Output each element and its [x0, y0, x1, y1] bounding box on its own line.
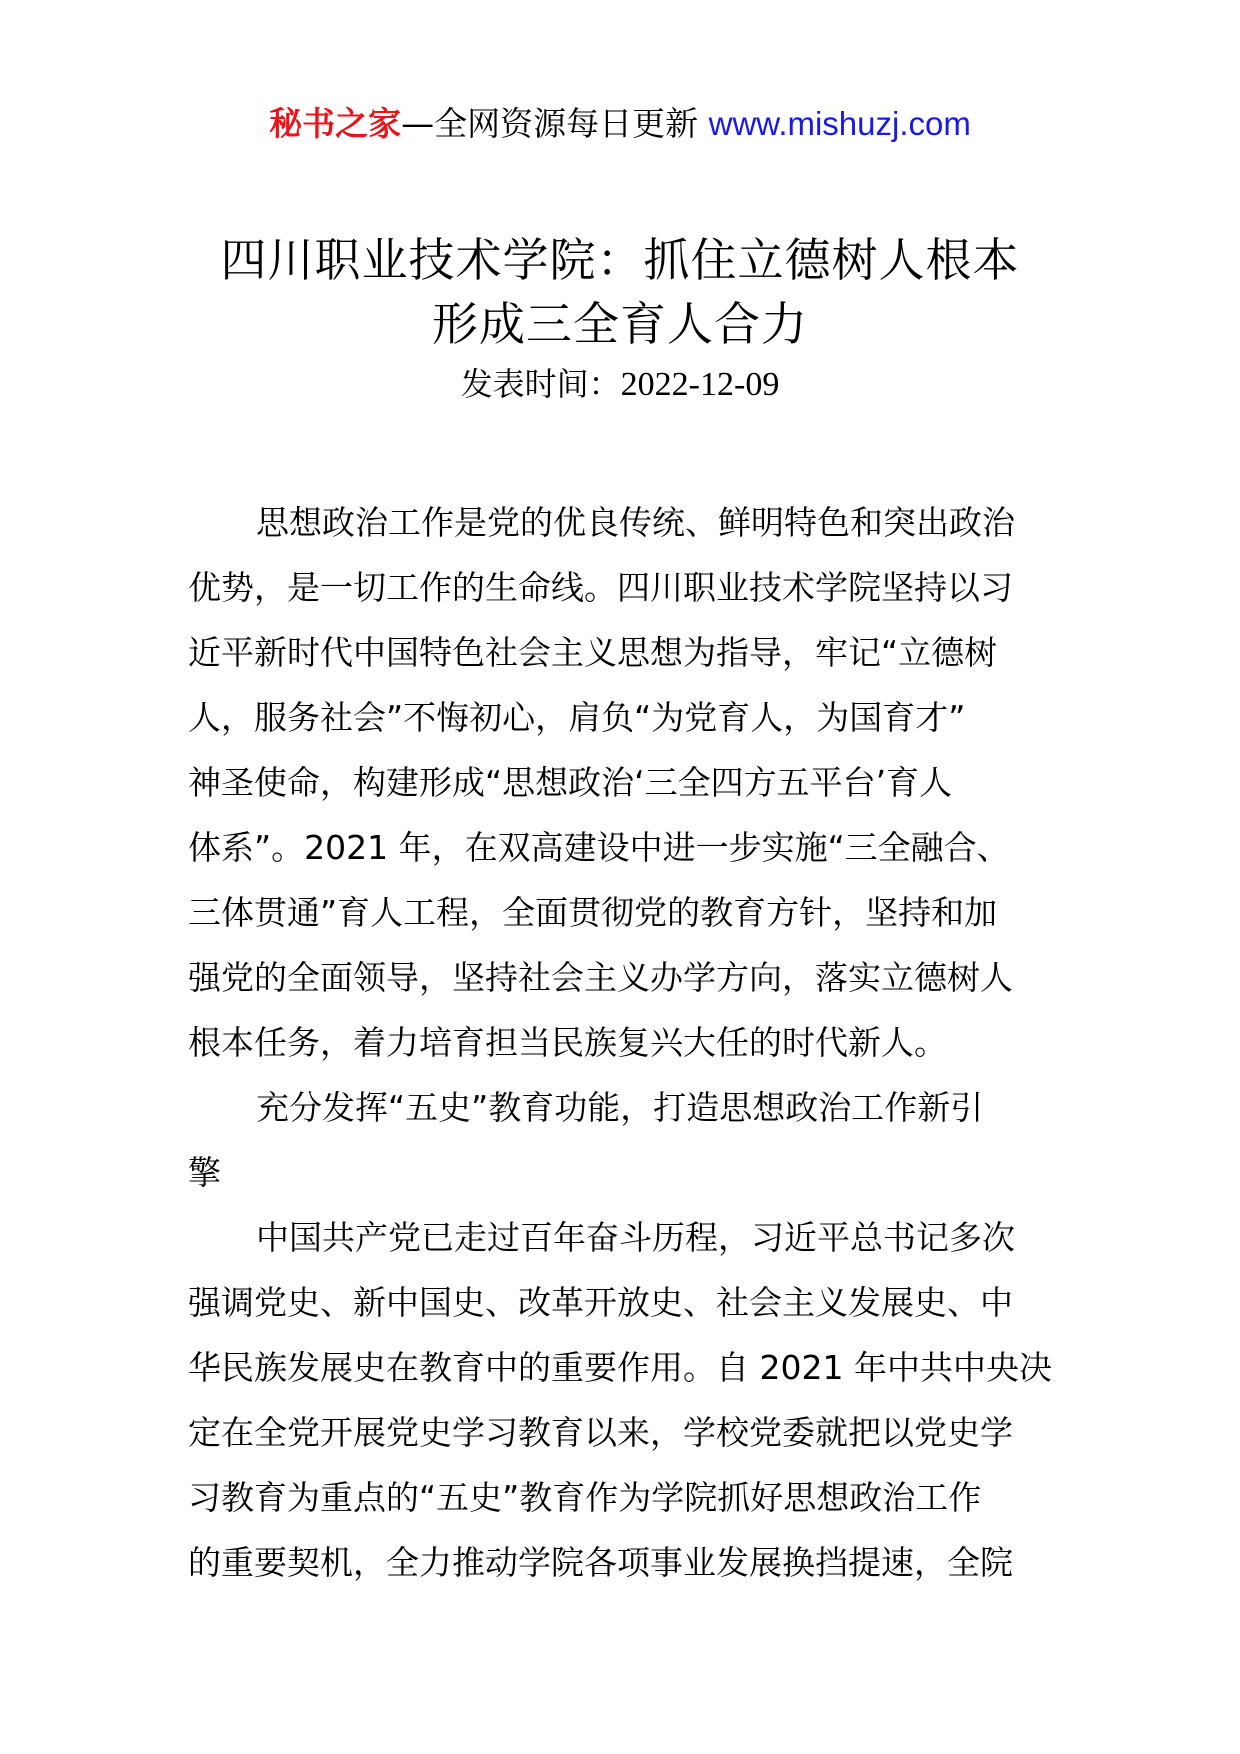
site-url-link[interactable]: www.mishuzj.com	[708, 105, 971, 142]
article-title-line-1: 四川职业技术学院：抓住立德树人根本	[220, 233, 1020, 287]
section-heading-line: 擎	[188, 1153, 221, 1192]
article-title	[0, 228, 1240, 356]
body-line: 神圣使命，构建形成“思想政治‘三全四方五平台’育人	[188, 763, 953, 802]
body-line: 根本任务，着力培育担当民族复兴大任的时代新人。	[188, 1023, 947, 1062]
body-line: 优势，是一切工作的生命线。四川职业技术学院坚持以习	[188, 568, 1013, 607]
body-line: 三体贯通”育人工程，全面贯彻党的教育方针，坚持和加	[188, 893, 998, 932]
body-line: 华民族发展史在教育中的重要作用。自 2021 年中共中央决	[188, 1348, 1052, 1387]
publish-date-label: 发表时间：	[460, 365, 621, 403]
body-line: 强调党史、新中国史、改革开放史、社会主义发展史、中	[188, 1283, 1013, 1322]
body-line: 近平新时代中国特色社会主义思想为指导，牢记“立德树	[188, 633, 998, 672]
banner-tagline: —全网资源每日更新	[401, 104, 709, 143]
body-line: 习教育为重点的“五史”教育作为学院抓好思想政治工作	[188, 1478, 982, 1517]
site-banner	[0, 100, 1240, 148]
publish-date	[0, 362, 1240, 407]
body-line: 定在全党开展党史学习教育以来，学校党委就把以党史学	[188, 1413, 1013, 1452]
body-line: 体系”。2021 年，在双高建设中进一步实施“三全融合、	[188, 828, 1010, 867]
article-title-line-2: 形成三全育人合力	[432, 297, 808, 351]
section-heading-line: 充分发挥“五史”教育功能，打造思想政治工作新引	[256, 1088, 984, 1127]
article-body	[188, 490, 1052, 1595]
body-line: 的重要契机，全力推动学院各项事业发展换挡提速，全院	[188, 1543, 1013, 1582]
body-line: 中国共产党已走过百年奋斗历程，习近平总书记多次	[256, 1218, 1015, 1257]
body-line: 强党的全面领导，坚持社会主义办学方向，落实立德树人	[188, 958, 1013, 997]
body-line: 人，服务社会”不悔初心，肩负“为党育人，为国育才”	[188, 698, 966, 737]
brand-name: 秘书之家	[269, 104, 402, 143]
publish-date-value: 2022-12-09	[620, 366, 780, 403]
body-line: 思想政治工作是党的优良传统、鲜明特色和突出政治	[256, 503, 1015, 542]
